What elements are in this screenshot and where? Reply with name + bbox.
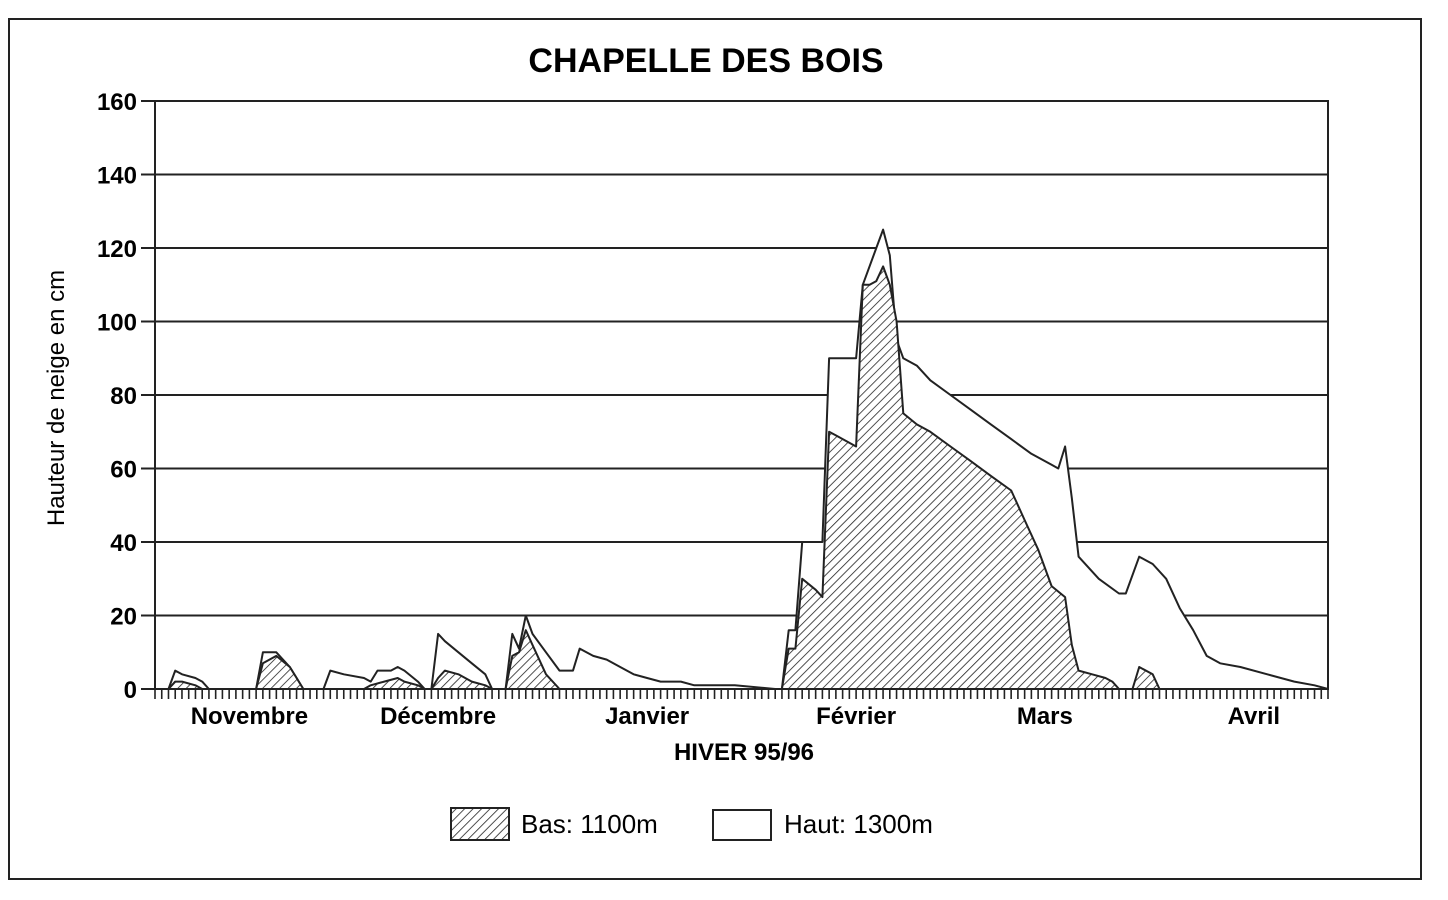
month-label-janvier: Janvier <box>605 703 690 730</box>
y-tick-label-120: 120 <box>96 236 137 263</box>
legend-swatch-bas <box>451 808 509 840</box>
legend-label-bas: Bas: 1100m <box>521 809 658 839</box>
series-area-haut-1300m <box>155 230 1328 689</box>
y-tick-label-140: 140 <box>96 162 137 190</box>
legend-swatch-haut <box>713 810 771 840</box>
y-tick-label-160: 160 <box>96 89 137 116</box>
legend <box>451 808 933 840</box>
series-areas <box>155 230 1328 689</box>
chart-title: CHAPELLE DES BOIS <box>528 42 884 80</box>
month-label-novembre: Novembre <box>190 703 309 730</box>
legend-label-haut: Haut: 1300m <box>784 809 933 839</box>
y-tick-label-80: 80 <box>110 383 137 410</box>
month-label-février: Février <box>816 703 897 730</box>
month-label-décembre: Décembre <box>380 703 497 730</box>
y-tick-label-60: 60 <box>110 456 137 484</box>
y-tick-label-40: 40 <box>110 530 137 557</box>
y-tick-labels <box>97 89 137 704</box>
x-axis-label: HIVER 95/96 <box>673 739 815 766</box>
month-labels <box>191 703 1280 730</box>
y-tick-label-0: 0 <box>123 677 137 704</box>
month-label-mars: Mars <box>1016 703 1073 730</box>
y-axis-label: Hauteur de neige en cm <box>43 269 70 527</box>
month-label-avril: Avril <box>1227 703 1281 730</box>
y-tick-label-20: 20 <box>110 603 137 631</box>
y-tick-label-100: 100 <box>96 309 137 337</box>
